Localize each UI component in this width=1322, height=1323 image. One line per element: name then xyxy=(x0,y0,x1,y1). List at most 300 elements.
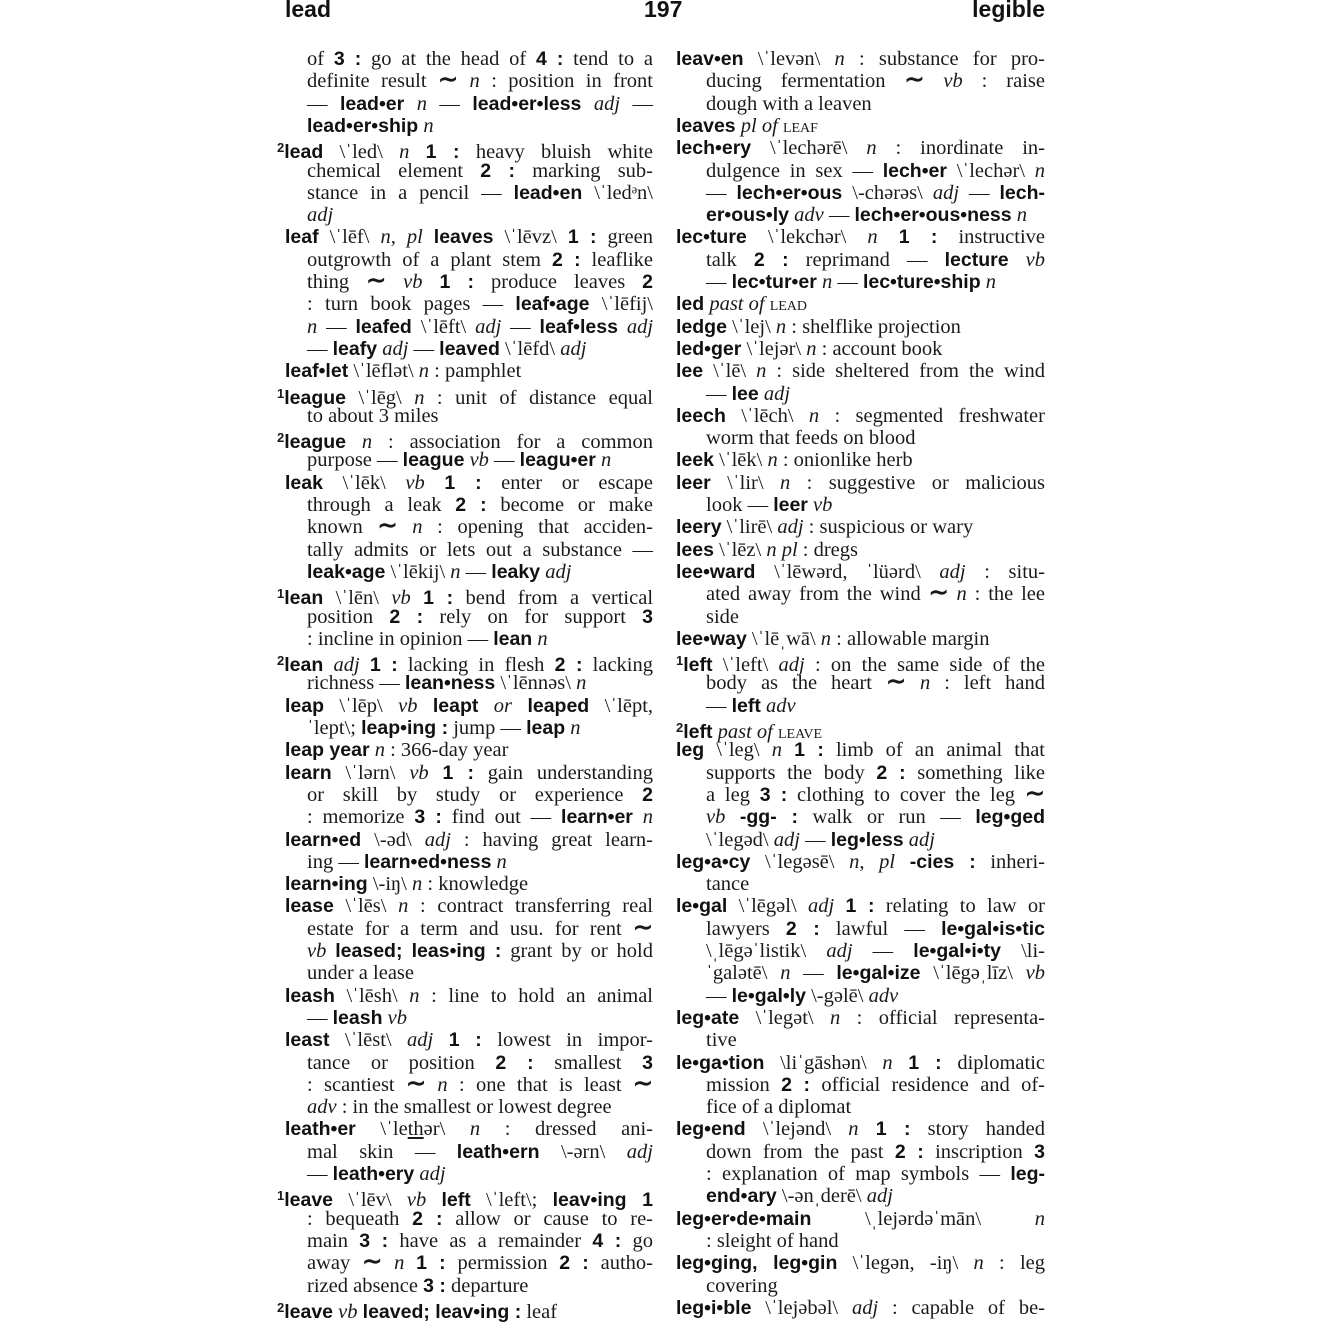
text: tance xyxy=(706,873,750,896)
swung-dash: ∼ xyxy=(362,1249,383,1276)
text: : allowable margin xyxy=(831,627,990,650)
headword-bold: 2 : xyxy=(412,1207,443,1230)
text: \ˈlir\ xyxy=(710,471,780,494)
headword-bold: leaf•let xyxy=(285,360,349,383)
italic-label: adj xyxy=(773,828,800,851)
headword-bold: 1 : xyxy=(898,226,938,249)
italic-label: adj xyxy=(593,92,621,115)
headword-bold: -cies : xyxy=(909,850,976,873)
italic-label: n xyxy=(642,806,654,829)
headword-bold: lec•tur•er xyxy=(731,271,817,293)
text: of xyxy=(307,48,334,70)
text: \ˌlejərdəˈmān\ xyxy=(811,1207,1035,1230)
entry-line xyxy=(277,182,653,204)
text: : contract transferring real xyxy=(408,895,653,918)
italic-label: n xyxy=(767,449,778,472)
italic-label: n xyxy=(956,583,967,606)
text: jump — xyxy=(448,717,527,739)
entry-line xyxy=(277,360,653,382)
italic-label: n xyxy=(882,1051,893,1074)
text: heavy bluish white xyxy=(459,141,653,164)
italic-label: adj xyxy=(419,1163,446,1185)
headword-bold: 1 : xyxy=(444,471,482,494)
text: lacking in flesh xyxy=(397,654,555,677)
swung-dash: ∼ xyxy=(632,914,653,941)
text: : capable of be- xyxy=(878,1296,1045,1319)
text: supports the body xyxy=(706,761,877,784)
italic-label: n xyxy=(414,386,425,409)
entry-line xyxy=(277,851,653,873)
text: \-iŋ\ xyxy=(367,873,412,896)
text: : left hand xyxy=(930,672,1046,695)
italic-label: n xyxy=(570,717,581,739)
italic-label: adv xyxy=(307,1096,337,1119)
entry-line xyxy=(676,48,1045,70)
entry-line xyxy=(277,1096,653,1118)
text: lawful — xyxy=(819,917,942,940)
headword-bold: lead xyxy=(284,141,324,164)
text xyxy=(423,271,440,293)
text: tally admits or lets out a substance — xyxy=(307,538,653,561)
text: down from the past xyxy=(706,1140,895,1163)
entry-line xyxy=(676,1141,1045,1163)
text xyxy=(326,940,335,962)
entry-line xyxy=(277,137,653,164)
text: under a lease xyxy=(307,962,414,985)
headword-bold: 2 : xyxy=(554,654,583,677)
entry-line xyxy=(277,1163,653,1185)
entry-line xyxy=(676,962,1045,984)
headword-bold: lee xyxy=(731,382,759,405)
entry-line xyxy=(676,669,1046,696)
text: : position in front xyxy=(479,70,654,93)
entry-line xyxy=(277,806,653,828)
italic-label: adj xyxy=(475,315,502,338)
headword-bold: leap xyxy=(526,717,566,739)
text: \ˈle xyxy=(355,1118,408,1141)
text: tive xyxy=(706,1029,737,1052)
text xyxy=(859,1118,876,1140)
text: ˈlept\; xyxy=(307,717,362,739)
cross-reference: leave xyxy=(777,721,823,743)
headword-bold: led•ger xyxy=(676,337,742,360)
italic-label: n xyxy=(496,850,507,873)
text: \ˈlēwərd, ˈlüərd\ xyxy=(755,560,940,583)
headword-bold: league xyxy=(284,386,347,409)
italic-label: n xyxy=(416,92,427,115)
text: lowest in impor- xyxy=(481,1029,654,1052)
headword-bold: leak•age xyxy=(307,560,386,583)
text: limb of an animal that xyxy=(823,739,1045,762)
text: position xyxy=(307,605,390,628)
italic-label: n, pl xyxy=(849,850,896,873)
headword-bold: lech•er•ous xyxy=(736,181,843,204)
text: : official representa- xyxy=(840,1006,1046,1029)
headword-bold: 1 : xyxy=(567,226,597,249)
headword-bold: leg- xyxy=(1010,1163,1045,1185)
text: \li- xyxy=(1000,940,1046,962)
entry-line xyxy=(277,316,653,338)
italic-label: n xyxy=(985,271,997,293)
text: : inordinate in- xyxy=(876,137,1045,160)
entry-line xyxy=(277,1052,653,1074)
entry-line xyxy=(676,1185,1045,1207)
text: \ˈlēn\ xyxy=(323,587,392,610)
text: clothing to cover the leg xyxy=(787,783,1025,806)
headword-bold: ledge xyxy=(676,315,727,338)
text xyxy=(581,93,593,115)
headword-bold: leg•ate xyxy=(676,1006,740,1029)
entry-line xyxy=(676,360,1045,382)
text: body as the heart xyxy=(706,672,886,695)
text: \-ərn\ xyxy=(539,1140,627,1163)
italic-label: vb xyxy=(387,1006,407,1029)
text xyxy=(633,806,643,828)
entry-line xyxy=(277,1007,653,1029)
headword-bold: 1 : xyxy=(875,1118,911,1141)
italic-label: or xyxy=(493,694,513,717)
left-guide-word: lead xyxy=(285,0,332,22)
italic-label: n xyxy=(780,962,791,985)
entry-line xyxy=(277,1070,653,1097)
entry-line xyxy=(277,472,653,494)
italic-label: vb xyxy=(1025,962,1045,985)
headword-bold: learn•ed xyxy=(285,828,362,851)
text: \ˈled\ xyxy=(323,141,400,164)
text: \ˈlēf\ xyxy=(318,226,381,249)
text: : one that is least xyxy=(447,1073,633,1096)
text: — xyxy=(823,204,855,227)
headword-bold: leaved xyxy=(439,337,500,360)
headword-bold: 2 : xyxy=(876,761,906,784)
italic-label: n xyxy=(412,516,423,539)
italic-label: n xyxy=(867,226,878,249)
entry-line xyxy=(676,405,1045,427)
text: — xyxy=(620,92,654,115)
headword-bold: 3 xyxy=(642,605,653,628)
entry-line xyxy=(277,583,654,610)
text: : 366-day year xyxy=(384,739,509,762)
italic-label: past of xyxy=(717,721,773,743)
entry-line xyxy=(277,539,653,561)
text: side xyxy=(706,605,740,628)
italic-label: n xyxy=(450,560,461,583)
italic-label: n xyxy=(1034,159,1045,182)
headword-bold: leaf•age xyxy=(515,293,590,316)
headword-bold: 1 : xyxy=(794,739,824,762)
italic-label: n xyxy=(576,672,587,695)
entry-line xyxy=(277,829,653,851)
entry-line xyxy=(676,115,1045,137)
text: \ˈlēgəˌlīz\ xyxy=(920,962,1026,985)
text: rely on for support xyxy=(423,605,643,628)
headword-bold: lech•er•ous•ness xyxy=(854,204,1012,227)
text: rized absence xyxy=(307,1274,424,1297)
italic-label: n xyxy=(830,1006,841,1029)
entry-line xyxy=(676,338,1045,360)
headword-bold: leased; leas•ing : xyxy=(335,940,502,962)
headword-bold: leave xyxy=(284,1189,334,1212)
headword-bold: lead•er•less xyxy=(472,92,582,115)
text: \ˈlē\ xyxy=(703,360,757,383)
text: go xyxy=(621,1229,653,1252)
text: \ˈledᵊn\ xyxy=(582,181,653,204)
entry-line xyxy=(277,338,653,360)
text: — xyxy=(706,694,732,717)
entry-line xyxy=(676,1275,1045,1297)
headword-bold: leak xyxy=(285,471,323,494)
headword-bold: leg•less xyxy=(830,828,904,851)
entry-line xyxy=(676,580,1045,607)
text: official residence and of- xyxy=(810,1073,1046,1096)
italic-label: vb xyxy=(403,271,423,293)
entry-line xyxy=(277,1185,653,1212)
text: through a leak xyxy=(307,494,456,516)
text: or skill by study or experience xyxy=(307,783,643,806)
text: — xyxy=(706,271,732,293)
entry-line xyxy=(277,784,653,806)
text xyxy=(725,806,740,828)
swung-dash: ∼ xyxy=(366,268,387,294)
entry-line xyxy=(676,449,1045,471)
text: instructive xyxy=(937,226,1045,249)
text: \ˈlegəsē\ xyxy=(750,850,850,873)
headword-bold: 3 : xyxy=(414,806,442,829)
text: \ˈlirē\ xyxy=(721,516,778,539)
entry-line xyxy=(277,1208,653,1230)
text: — xyxy=(501,315,540,338)
text: look — xyxy=(706,494,774,516)
italic-label: n xyxy=(973,1252,984,1275)
entry-line xyxy=(277,383,653,409)
text xyxy=(458,70,469,92)
headword-bold: 1 : xyxy=(425,141,460,164)
entry-line xyxy=(277,249,653,271)
headword-bold: league xyxy=(402,449,465,472)
text: \ˈlēflət\ xyxy=(348,360,419,383)
text xyxy=(893,1052,909,1074)
homograph-number: 1 xyxy=(676,653,684,669)
entry-line xyxy=(277,1118,653,1140)
headword-bold: led xyxy=(676,293,705,316)
italic-label: vb xyxy=(706,806,726,829)
entry-line xyxy=(676,940,1045,962)
text xyxy=(404,93,416,115)
text: autho- xyxy=(588,1252,653,1275)
italic-label: adj xyxy=(763,382,791,405)
italic-label: adv xyxy=(766,694,796,717)
text: mal skin — xyxy=(307,1140,457,1163)
italic-label: adv xyxy=(794,204,824,227)
headword-bold: le•ga•tion xyxy=(676,1051,765,1074)
italic-label: adj xyxy=(778,654,805,677)
headword-bold: leapt xyxy=(432,694,479,717)
text: : scantiest xyxy=(307,1073,406,1096)
headword-bold: left xyxy=(441,1189,471,1212)
entry-line xyxy=(277,1275,653,1297)
text: — xyxy=(706,181,737,204)
text: — xyxy=(959,181,1000,204)
entry-line xyxy=(277,606,653,628)
headword-bold: le•gal xyxy=(676,895,728,918)
headword-bold: 1 : xyxy=(442,761,474,784)
italic-label: adj xyxy=(626,1140,653,1163)
text xyxy=(878,226,899,248)
text: estate for a term and usu. for rent xyxy=(307,917,633,940)
headword-bold: 3 xyxy=(1034,1140,1045,1163)
headword-bold: end•ary xyxy=(706,1185,777,1208)
headword-bold: lead•en xyxy=(513,181,583,204)
text: : sleight of hand xyxy=(706,1229,839,1252)
text: \ˈlēst\ xyxy=(329,1029,408,1052)
text: chemical element xyxy=(307,159,481,182)
headword-bold: learn•ing xyxy=(285,873,368,896)
text: \ˈlēgəl\ xyxy=(727,895,808,918)
entry-line xyxy=(676,1252,1045,1274)
italic-label: n xyxy=(756,360,767,383)
italic-label: adj xyxy=(560,337,587,360)
headword-bold: leafed xyxy=(355,315,412,338)
headword-bold: lee•way xyxy=(676,627,747,650)
text: inscription xyxy=(923,1140,1035,1163)
entry-line xyxy=(676,606,1045,628)
text: : bequeath xyxy=(307,1207,413,1230)
text xyxy=(417,695,432,717)
text: \liˈgāshən\ xyxy=(764,1051,883,1074)
text xyxy=(512,695,527,717)
entry-line xyxy=(277,672,653,694)
entry-line xyxy=(676,780,1045,807)
text: \ˈlēˌwā\ xyxy=(746,627,821,650)
text: \ˈlēvz\ xyxy=(493,226,568,249)
entry-line xyxy=(676,918,1045,940)
text: ated away from the wind xyxy=(706,583,929,606)
text: have as a remainder xyxy=(388,1229,593,1252)
text: walk or run — xyxy=(798,806,976,829)
text xyxy=(834,895,845,917)
headword-bold: lean xyxy=(493,627,533,650)
headword-bold: lead•er xyxy=(339,92,405,115)
text: : account book xyxy=(816,337,943,360)
headword-bold: learn•ed•ness xyxy=(363,850,492,873)
text: : association for a common xyxy=(372,431,654,454)
text: \ˈleg\ xyxy=(704,739,772,762)
italic-label: adj xyxy=(932,181,960,204)
entry-line xyxy=(277,1249,653,1276)
text xyxy=(433,1029,448,1051)
italic-label: vb xyxy=(943,70,963,93)
text: dough with a leaven xyxy=(706,92,872,115)
entry-line xyxy=(676,717,1045,743)
text: \ˈleft\ xyxy=(712,654,779,677)
text: \ˈlēnnəs\ xyxy=(495,672,577,695)
italic-label: n xyxy=(418,360,430,383)
headword-bold: lean xyxy=(284,587,324,610)
headword-bold: leav•en xyxy=(676,48,744,70)
headword-bold: leg xyxy=(676,739,705,762)
headword-bold: leagu•er xyxy=(519,449,596,472)
italic-label: adj xyxy=(307,204,334,227)
headword-bold: leafy xyxy=(332,337,378,360)
text xyxy=(618,316,627,338)
text: \-chərəs\ xyxy=(842,181,933,204)
right-guide-word: legible xyxy=(972,0,1045,22)
homograph-number: 2 xyxy=(676,720,684,735)
headword-bold: leath•er xyxy=(285,1118,356,1141)
entry-line xyxy=(277,1297,653,1323)
headword-bold: le•gal•ize xyxy=(836,962,921,985)
italic-label: vb xyxy=(406,1189,427,1212)
text: \ˈlekchər\ xyxy=(746,226,868,249)
text: ducing fermentation xyxy=(706,70,905,93)
headword-bold: 3 : xyxy=(333,48,362,70)
text: talk xyxy=(706,248,754,271)
text: allow or cause to re- xyxy=(442,1207,653,1230)
swung-dash: ∼ xyxy=(904,67,925,94)
headword-bold: leek xyxy=(676,449,714,472)
italic-label: adj xyxy=(866,1185,893,1208)
entry-line xyxy=(277,628,653,650)
entry-line xyxy=(277,1029,653,1051)
text xyxy=(398,516,413,538)
entry-line xyxy=(277,895,653,917)
italic-label: vb xyxy=(307,940,327,962)
italic-label: vb xyxy=(338,1300,358,1323)
headword-bold: 1 : xyxy=(845,895,875,918)
entry-line xyxy=(676,1163,1045,1185)
text: smallest xyxy=(533,1051,643,1074)
italic-label: n xyxy=(469,1118,481,1141)
italic-label: adj xyxy=(908,828,935,851)
headword-bold: 4 : xyxy=(535,48,564,70)
text: find out — xyxy=(441,806,562,829)
text: \ˈlēkij\ xyxy=(385,560,451,583)
italic-label: n xyxy=(820,627,832,650)
text: \ˈlej\ xyxy=(726,315,776,338)
text: grant by or hold xyxy=(501,940,653,962)
entry-line xyxy=(676,226,1045,248)
headword-bold: lee xyxy=(676,360,704,383)
headword-bold: leaves xyxy=(433,226,494,249)
headword-bold: 1 : xyxy=(416,1252,446,1275)
text: : onionlike herb xyxy=(777,449,913,472)
entry-line xyxy=(277,226,653,248)
text: — xyxy=(307,337,333,360)
headword-bold: 3 : xyxy=(423,1274,446,1297)
italic-label: adj xyxy=(626,315,654,338)
entry-line xyxy=(676,204,1045,226)
entry-line xyxy=(676,1230,1045,1252)
text: : opening that acciden- xyxy=(422,516,653,539)
headword-bold: lean•ness xyxy=(404,672,496,695)
text: — xyxy=(426,92,473,115)
text: : line to hold an animal xyxy=(419,984,653,1007)
text: \ˈlēk\ xyxy=(713,449,768,472)
text: a leg xyxy=(706,783,760,806)
italic-label: adv xyxy=(868,984,899,1007)
entry-line xyxy=(676,316,1045,338)
homograph-number: 1 xyxy=(277,586,285,602)
text: — xyxy=(832,271,863,293)
text xyxy=(404,1252,416,1274)
entry-line xyxy=(676,695,1045,717)
text: green xyxy=(596,226,653,249)
text: \ˈlēz\ xyxy=(713,538,767,561)
italic-label: n xyxy=(848,1118,859,1141)
text: \ˌlēgəˈlistik\ xyxy=(706,940,827,962)
headword-bold: 2 : xyxy=(551,248,581,271)
entry-line xyxy=(277,940,653,962)
